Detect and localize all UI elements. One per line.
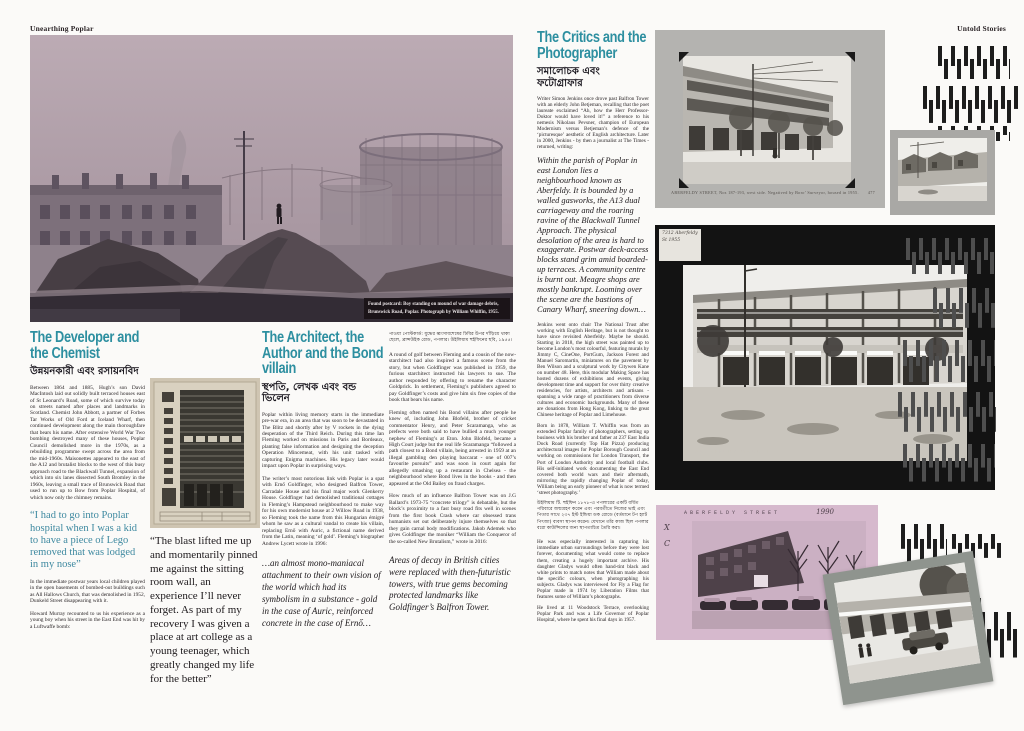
architect-heading: The Architect, the Author and the Bond villain [262,329,384,378]
architect-body1: Poplar within living memory starts in the immediate pre-war era, in an area that was soon to be devastated in The Blitz and shortly after by V rockets in the dying desperation of the Third Reich. During this time Ian Fleming worked on missions in Paris and Bordeaux, planting false information and designing the deception Operation Mincemeat, with his unit tasked with capturing Enigma machines. His legacy later would impact upon Poplar in surprising ways. [262,411,384,470]
column-critics [537,30,649,628]
column-bond [389,332,516,614]
barcode-decoration [938,46,1010,79]
column-elevation-quote [150,378,260,686]
critics-body1: Writer Simon Jenkins once drove past Balfron Tower with an elderly John Betjeman, recalling that the poet laureate exclaimed “Ah, how the Herr Professor-Doktor would have loved it!” a reference to his nemesis Nikolaus Pevsner, champion of European Modernism versus Betjeman’s defence of the ‘picturesque’ aesthetic of English architecture. Later in 2000, Jenkins - by then a journalist at The Times - returned, writing: [537,96,649,151]
tilted-photo-illustration [834,562,980,683]
archive-photo-illustration [683,56,851,184]
hero-caption: Found postcard: Boy standing on mound of war damage debris, Brunswick Road, Poplar. Photograph by William Whiffin, 1955. [364,298,510,319]
column-developer [30,330,145,636]
hero-caption-bengali: পাওয়া পোস্টকার্ড: যুদ্ধের ধ্বংসাবশেষের ঢিবির উপর দাঁড়িয়ে থাকা ছেলে, ব্রান্সউইক রোড, পপলার। উইলিয়াম হুইফিনের ছবি, ১৯৫৫। [389,332,513,344]
hero-photo-illustration [30,35,513,322]
critics-body5: He lived at 11 Woodstock Terrace, overlooking Poplar Park and was a Life Governor of Poplar Hospital, where he spent his final days in 1957. [537,604,649,623]
critics-body3: Born in 1878, William T. Whiffin was from an extended Poplar family of photographers, setting up business with his brother and father at 237 East India Dock Road (currently Top Hat Pizza) producing architectural images for Poplar Borough Council and working on commissions for London Transport, the Port of London Authority and local football clubs. His self-initiated work documenting the East End covered both world wars and their aftermath, mirroring the rapidly changing Poplar of today, William being an early pioneer of what is now termed ‘street photography.’ [537,423,650,496]
barcode-decoration [903,340,995,382]
developer-heading-bengali: উন্নয়নকারী এবং রসায়নবিদ [30,366,139,378]
construction-photo-illustration [898,138,987,201]
bond-body2: Fleming often named his Bond villains after people he knew of, including John Blofeld, brother of cricket commentator Henry, and Peter Scaramanga, who as prefects were both said to have bullied a much younger nephew of Fleming’s at Eton. John Blofeld, became a High Court judge but the real life Scaramanga “followed a path closest to a Bond villain, being arrested in 1959 at an illegal gambling den playing baccarat - one of 007’s favourite pursuits” and was soon in court again for allegedly smashing up a restaurant in Chelsea - the neighbourhood where Bond lives in the books - and then appeared at the Old Bailey on fraud charges. [389,409,516,487]
pink-photo-year: 1990 [816,508,834,516]
archive-photo-aberfeldy-street [655,30,885,208]
critics-heading: The Critics and the Photographer [537,29,647,62]
negative-photo-caption: ABERFELDY MARKET [695,450,771,455]
right-page-label: Untold Stories [957,24,1006,33]
critics-body-bengali: উইলিয়াম টি. হুইফিন ১৮৭৮-এ পপলারের একটি বর্ধিত পরিবারে জন্মগ্রহণ করেন এবং পরবর্তীতে নিজের ভাই এবং পিতার সাথে ২৩৭ ইস্ট ইন্ডিয়া ডক রোডে (বর্তমানে টপ হ্যাট পিৎজা) ব্যবসা স্থাপন করেন। যেখানে তাঁর কাজ ছিল পপলার বরো কাউন্সিলের জন্য স্থাপত্যচিত্র তৈরি করা। [537,500,649,532]
developer-after1: In the immediate postwar years local children played in the open basements of bombed-out buildings such as All Hallows Church, that was demolished in 1952, Dunkeld Street disappearing with it. [30,578,145,605]
pink-photo-mark-x: X [664,523,670,532]
pink-photo-mark-c: C [664,539,671,548]
left-page-label: Unearthing Poplar [30,24,94,33]
developer-heading: The Developer and the Chemist [30,329,140,362]
archive-photo-caption: ABERFELDY STREET, Nos 187-193, west side. Negatived by Boro’ Surveyor, housed in 1955. [671,190,859,195]
barcode-decoration [903,444,995,482]
hero-photo [30,35,513,322]
archive-photo-number: 477 [867,190,875,195]
construction-photo [890,130,995,215]
barcode-decoration [906,238,994,274]
balfron-elevation-drawing [150,378,260,528]
blast-pull-quote: “The blast lifted me up and momentarily pinned me against the sitting room wall, an experience I’ll never forget. As part of my recovery I was given a place at art college as a young teenager, which greatly changed my life for the better” [150,535,258,685]
developer-after2: Howard Murray recounted to us his experience as a young boy when his street in the East End was hit by a Luftwaffe bomb: [30,610,145,630]
architect-body2: The writer’s most notorious link with Poplar is a spat with Ernő Goldfinger, who designed Balfron Tower, Carradale House and his final major work Glenkerry House. Goldfinger had demolished traditional cottages in Fleming’s Hampstead neighbourhood to make way for his own modernist house at 2 Willow Road in 1938, so Fleming took the name from this Hungarian émigré whom he saw as a cultural vandal to create his villain, replacing Ernő with Auric, a fictional name derived from the Latin, meaning ‘of gold’. Fleming’s biographer Andrew Lycett wrote in 1996: [262,475,384,547]
bond-body3: How much of an influence Balfron Tower was on J.G Ballard’s 1973-75 “concrete trilogy” is debatable, but the block’s proximity to a fast busy road fits well in scenes from the first book Crash where car obsessed trans humanists set out deliberately injure themselves so that they gain carnal body modifications. Jakob Ademek who gives Goldfinger the moniker “William the Conqueror of the so-called New Brutalism,” wrote in 2016: [389,493,516,545]
tilted-photo-shops [823,551,994,705]
barcode-decoration [898,392,996,432]
pink-photo-title: ABERFELDY STREET [684,510,781,516]
lycett-quote: …an almost mono-maniacal attachment to their own vision of the world which had its symbolism in a substance - gold in the case of Auric, reinforced concrete in the case of Ernő… [262,558,381,628]
ademek-quote: Areas of decay in British cities were replaced with then-futuristic towers, with true gems becoming protected landmarks like Goldfinger’s Balfron Tower. [389,555,511,612]
bond-body1: A round of golf between Fleming and a cousin of the now-starchitect had also inspired a famous scene from the story, but when Goldfinger was published in 1959, the furious starchitect instructed his lawyers to sue. The author responded by offering to rename the character Goldprick. In settlement, Fleming’s publishers agreed to pay Goldfinger’s costs and give him six free copies of the book that bears his name. [389,351,516,404]
negative-handwritten-label: 7312 Aberfeldy St 1955 [659,229,701,261]
lego-pull-quote: “I had to go into Poplar hospital when I was a kid to have a piece of Lego removed that was lodged in my nose” [30,510,138,571]
architect-heading-bengali: স্থপতি, লেখক এবং বন্ড ভিলেন [262,381,357,405]
column-architect [262,330,384,629]
critics-body4: He was especially interested in capturing his immediate urban surroundings before they were lost forever, documenting what would come to replace them, creating a hugely important archive. His daughter Gladys would often hand-tint black and white prints to match notes that William made about the specific colours, when photographing his subjects. Gladys was interviewed for Fly a Flag for Poplar made in 1974 by Liberation Films that features some of William’s photographs. [537,539,649,600]
critics-body2: Jenkins went onto chair The National Trust after working with English Heritage, but is not thought to have since revisited Aberfeldy. Maybe he should. Starting in 2018, the high street was painted up to become London’s most colourful, featuring murals by Jimmy C, CineOne, PortGum, Jackson Forest and Manuel Saromartin, miniatures on the pavement by Ben Wilson and a sculptural work by Citywen Kane on number 48. Here, this modular Making Space has hosted dozens of exhibitions and events, giving development time and support for over thirty creative residencies, for artists, architects and artisans - spanning a wide range of practitioners from diverse cultures and economic backgrounds. Many of these are donations from Hong Kong, linking to the great Chinese heritage of Poplar and Limehouse. [537,321,649,419]
jenkins-quote: Within the parish of Poplar in east London lies a neighbourhood known as Aberfeldy. It is bounded by a walled gasworks, the A13 dual carriageway and the roaring ravine of the Blackwall Tunnel Approach. The physical desolation of the area is hard to exaggerate. Postwar deck-access blocks stand grim amid boarded-up terraces. A community centre is burnt out. Meagre shops are mostly bankrupt. Looming over the scene are the bastions of Canary Wharf, sneering down… [537,156,649,314]
barcode-decoration [923,86,1019,123]
barcode-decoration [933,288,995,328]
critics-heading-bengali: সমালোচক এবং ফটোগ্রাফার [537,66,600,89]
developer-body: Between 1864 and 1885, Hugh’s son David MacIntosh laid out solidly built terraced houses east of St Leonard’s Road, some of which survive today on streets named after places and landmarks in Scotland. Chemist John Abbott, a partner of Forbes Tar Works of Old Ford at Iceland Wharf, then continued development along the main thoroughfare that bears his name. After extensive World War Two bombing destroyed many of these houses, Poplar Council demolished more in the 1970s, as a rebuilding programme swept across the area from the mid-1960s. Maisonettes appeared to the east of the A12 and brutalist blocks to the west of this busy approach road to the Blackwall Tunnel, expansion of which into six lanes dissected South Bromley in the 1960s, leaving a small trace of Brunswick Road that used to run up to Bow from Poplar Hospital, of which now only the chimney remains. [30,384,145,501]
